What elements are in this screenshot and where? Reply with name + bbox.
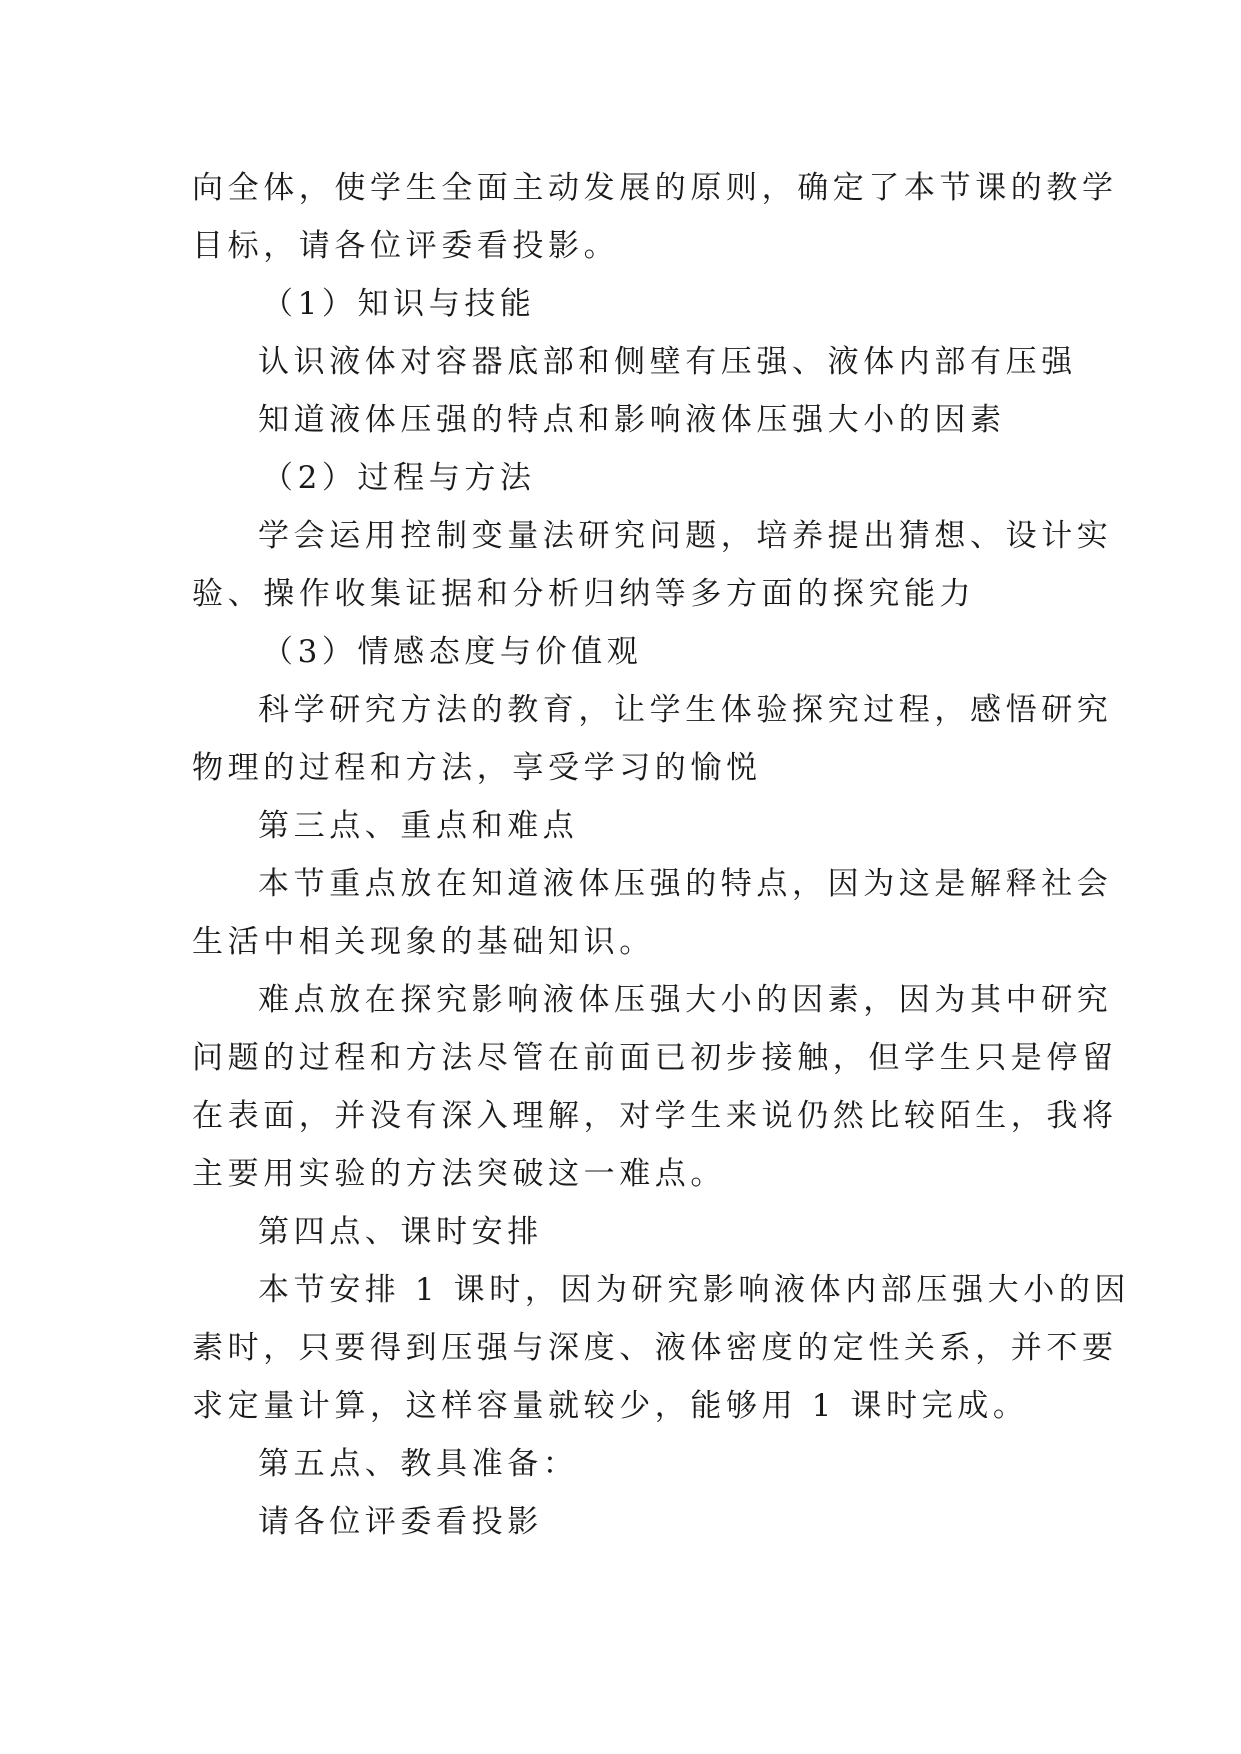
paragraph-line: 问题的过程和方法尽管在前面已初步接触，但学生只是停留: [192, 1040, 1118, 1076]
paragraph-line: 知道液体压强的特点和影响液体压强大小的因素: [258, 402, 1006, 438]
paragraph-line: 本节重点放在知道液体压强的特点，因为这是解释社会: [258, 866, 1113, 902]
section-heading: 第五点、教具准备：: [258, 1446, 579, 1482]
paragraph-line: 科学研究方法的教育，让学生体验探究过程，感悟研究: [258, 692, 1113, 728]
paragraph-line: 生活中相关现象的基础知识。: [192, 924, 655, 960]
paragraph-line: 验、操作收集证据和分析归纳等多方面的探究能力: [192, 576, 976, 612]
paragraph-line: 求定量计算，这样容量就较少，能够用 1 课时完成。: [192, 1388, 1029, 1424]
section-heading: 第四点、课时安排: [258, 1214, 543, 1250]
section-heading: （3）情感态度与价值观: [262, 634, 643, 670]
paragraph-line: 学会运用控制变量法研究问题，培养提出猜想、设计实: [258, 518, 1113, 554]
section-heading: 第三点、重点和难点: [258, 808, 579, 844]
paragraph-line: 目标，请各位评委看投影。: [192, 228, 620, 264]
paragraph-line: 请各位评委看投影: [258, 1504, 543, 1540]
paragraph-line: 认识液体对容器底部和侧壁有压强、液体内部有压强: [258, 344, 1077, 380]
section-heading: （2）过程与方法: [262, 460, 536, 496]
paragraph-line: 在表面，并没有深入理解，对学生来说仍然比较陌生，我将: [192, 1098, 1118, 1134]
paragraph-line: 素时，只要得到压强与深度、液体密度的定性关系，并不要: [192, 1330, 1118, 1366]
paragraph-line: 本节安排 1 课时，因为研究影响液体内部压强大小的因: [258, 1272, 1131, 1308]
paragraph-line: 物理的过程和方法，享受学习的愉悦: [192, 750, 762, 786]
section-heading: （1）知识与技能: [262, 286, 536, 322]
paragraph-line: 主要用实验的方法突破这一难点。: [192, 1156, 726, 1192]
paragraph-line: 向全体，使学生全面主动发展的原则，确定了本节课的教学: [192, 170, 1118, 206]
paragraph-line: 难点放在探究影响液体压强大小的因素，因为其中研究: [258, 982, 1113, 1018]
